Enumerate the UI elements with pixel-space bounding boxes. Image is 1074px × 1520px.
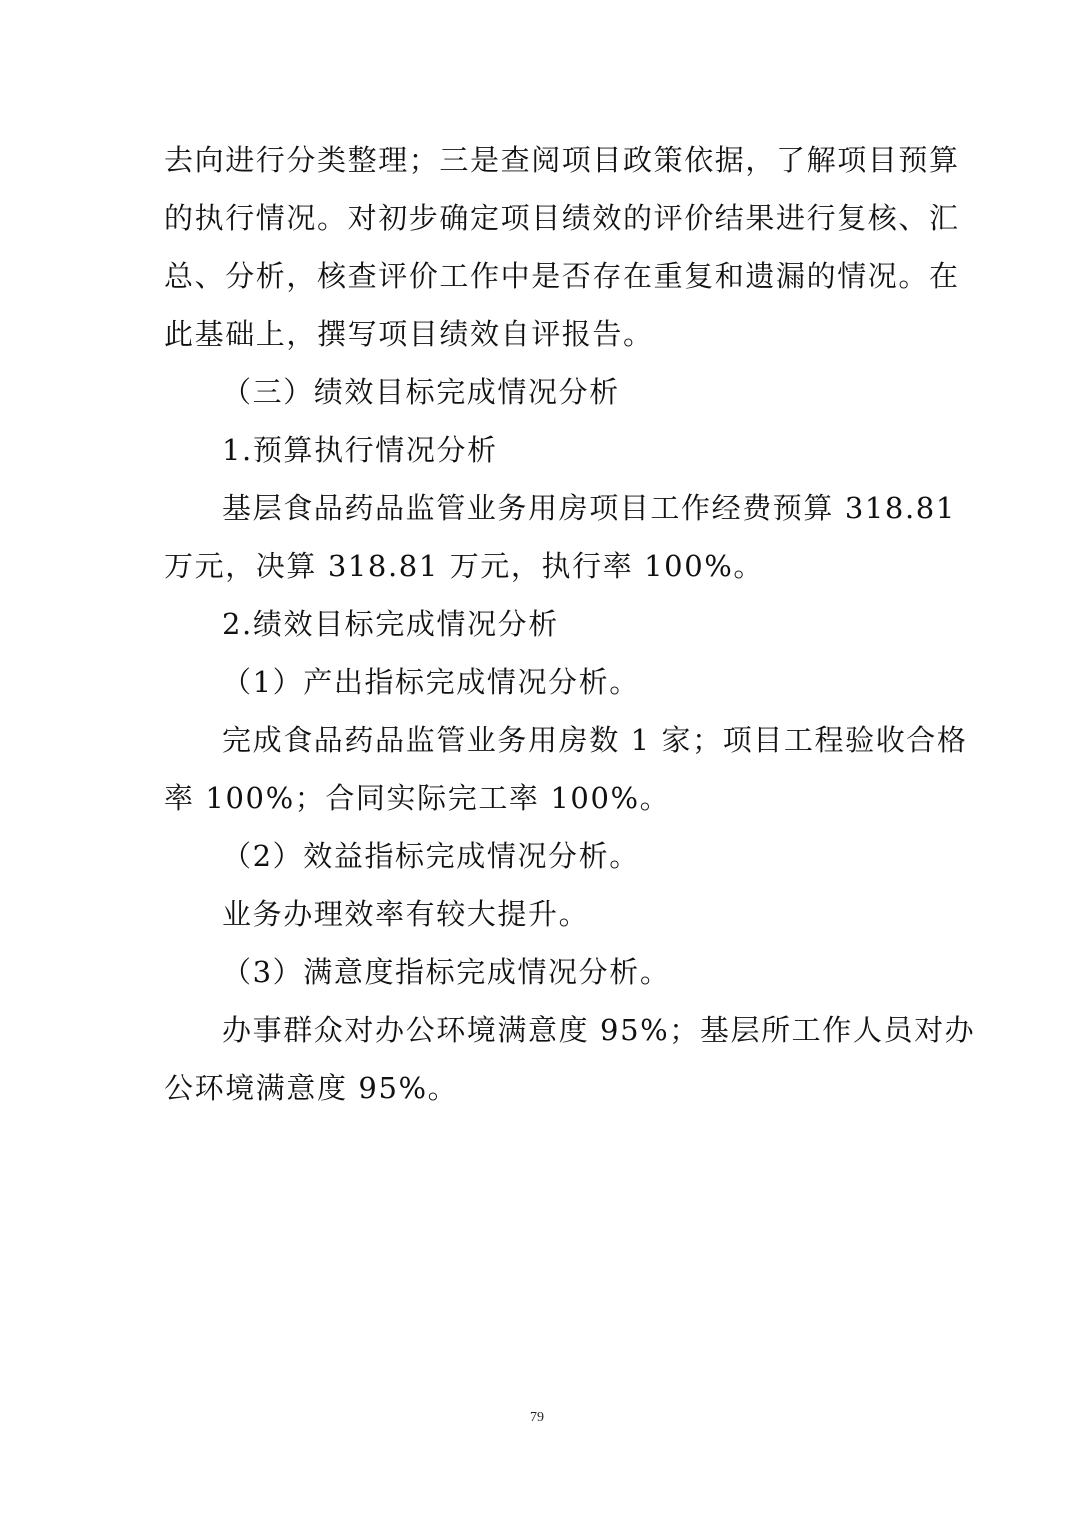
section-heading: （三）绩效目标完成情况分析 — [222, 375, 620, 409]
paragraph-line: 基层食品药品监管业务用房项目工作经费预算 318.81 — [222, 491, 956, 525]
page-number: 79 — [530, 1410, 544, 1425]
paragraph-line: 去向进行分类整理；三是查阅项目政策依据，了解项目预算 — [164, 143, 960, 177]
paragraph-line: 业务办理效率有较大提升。 — [222, 897, 590, 931]
paragraph-line: 万元，决算 318.81 万元，执行率 100%。 — [164, 549, 765, 583]
paragraph-line: 率 100%；合同实际完工率 100%。 — [164, 781, 671, 815]
paragraph-line: 公环境满意度 95%。 — [164, 1071, 459, 1105]
paragraph-line: 办事群众对办公环境满意度 95%；基层所工作人员对办 — [222, 1013, 976, 1047]
paragraph-line: 总、分析，核查评价工作中是否存在重复和遗漏的情况。在 — [164, 259, 960, 293]
paragraph-line: 完成食品药品监管业务用房数 1 家；项目工程验收合格 — [222, 723, 968, 757]
item-heading: （3）满意度指标完成情况分析。 — [222, 955, 671, 989]
subsection-heading: 1.预算执行情况分析 — [222, 433, 498, 467]
body-text — [164, 131, 976, 1117]
item-heading: （1）产出指标完成情况分析。 — [222, 665, 640, 699]
subsection-heading: 2.绩效目标完成情况分析 — [222, 607, 559, 641]
paragraph-line: 的执行情况。对初步确定项目绩效的评价结果进行复核、汇 — [164, 201, 960, 235]
item-heading: （2）效益指标完成情况分析。 — [222, 839, 640, 873]
paragraph-line: 此基础上，撰写项目绩效自评报告。 — [164, 317, 654, 351]
